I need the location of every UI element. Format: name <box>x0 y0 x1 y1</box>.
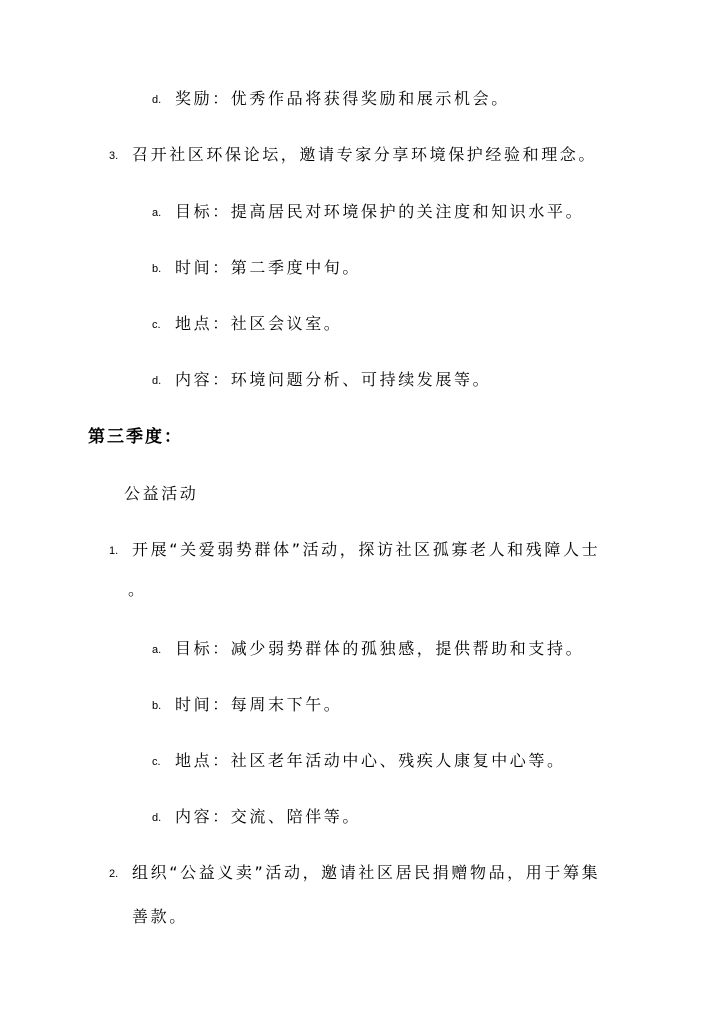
list-item-text: 时间：第二季度中旬。 <box>175 258 362 277</box>
list-item-text: 内容：交流、陪伴等。 <box>175 807 362 826</box>
list-marker: a. <box>152 207 162 219</box>
list-marker: c. <box>152 319 161 331</box>
list-marker: d. <box>152 94 162 106</box>
list-item-text: 目标：减少弱势群体的孤独感，提供帮助和支持。 <box>175 639 585 658</box>
list-item-text: 目标：提高居民对环境保护的关注度和知识水平。 <box>175 202 585 221</box>
list-item-text: 内容：环境问题分析、可持续发展等。 <box>175 370 492 389</box>
list-item-text: 奖励：优秀作品将获得奖励和展示机会。 <box>175 89 510 108</box>
list-marker: b. <box>152 263 162 275</box>
list-marker: 3. <box>109 150 119 162</box>
list-item-text: 召开社区环保论坛，邀请专家分享环境保护经验和理念。 <box>132 145 598 164</box>
list-marker: d. <box>152 375 162 387</box>
list-marker: a. <box>152 644 162 656</box>
subsection-title: 公益活动 <box>124 484 199 503</box>
list-marker: 1. <box>109 545 119 557</box>
list-item-text: 组织“公益义卖”活动，邀请社区居民捐赠物品，用于筹集 <box>132 863 601 882</box>
list-item-text: 开展“关爱弱势群体”活动，探访社区孤寡老人和残障人士 <box>132 540 601 559</box>
list-marker: c. <box>152 756 161 768</box>
section-heading: 第三季度： <box>88 427 183 447</box>
list-item-text: 时间：每周末下午。 <box>175 695 343 714</box>
list-marker: d. <box>152 812 162 824</box>
list-item-text: 地点：社区老年活动中心、残疾人康复中心等。 <box>175 751 566 770</box>
list-marker: 2. <box>109 868 119 880</box>
list-marker: b. <box>152 700 162 712</box>
list-item-continuation: 。 <box>128 580 147 599</box>
list-item-text: 地点：社区会议室。 <box>175 314 343 333</box>
list-item-continuation: 善款。 <box>132 907 188 926</box>
